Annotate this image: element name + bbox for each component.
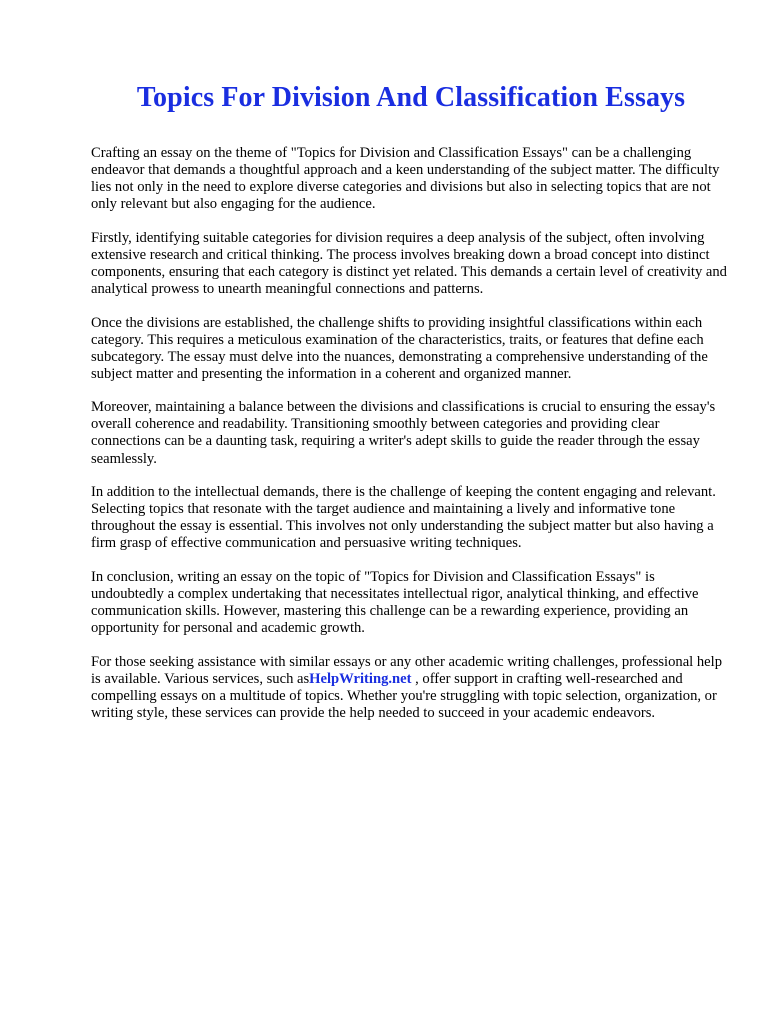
assistance-text-after: , offer support in crafting well-researched and compelling essays on a multitude of topics. Whether you're struggling with topic selection, organization, or writing style, these services can provide the help needed to succeed in your academic endeavors. xyxy=(91,670,717,721)
helpwriting-link[interactable]: HelpWriting.net xyxy=(309,670,412,687)
paragraph-intro: Crafting an essay on the theme of "Topics for Division and Classification Essays" can be a challenging endeavor that demands a thoughtful approach and a keen understanding of the subject matter. The difficulty lies not only in the need to explore diverse categories and divisions but also in selecting topics that are not only relevant but also engaging for the audience. xyxy=(91,145,720,213)
document-body xyxy=(91,145,727,738)
paragraph-intellectual: In addition to the intellectual demands, there is the challenge of keeping the content engaging and relevant. Selecting topics that resonate with the target audience and maintaining a lively and informative tone throughout the essay is essential. This involves not only understanding the subject matter but also having a firm grasp of effective communication and persuasive writing techniques. xyxy=(91,484,716,552)
paragraph-moreover: Moreover, maintaining a balance between the divisions and classifications is crucial to ensuring the essay's overall coherence and readability. Transitioning smoothly between categories and providing clear connections can be a daunting task, requiring a writer's adept skills to guide the reader through the essay seamlessly. xyxy=(91,399,716,467)
paragraph-assistance xyxy=(91,654,727,722)
paragraph-conclusion: In conclusion, writing an essay on the topic of "Topics for Division and Classification Essays" is undoubtedly a complex undertaking that necessitates intellectual rigor, analytical thinking, and effective communication skills. However, mastering this challenge can be a rewarding experience, providing an opportunity for personal and academic growth. xyxy=(91,568,699,637)
assistance-text-before: For those seeking assistance with similar essays or any other academic writing challenges, professional help is available. Various services, such as xyxy=(91,653,723,687)
page-title: Topics For Division And Classification Essays xyxy=(136,82,686,113)
paragraph-firstly: Firstly, identifying suitable categories for division requires a deep analysis of the subject, often involving extensive research and critical thinking. The process involves breaking down a broad concept into distinct components, ensuring that each category is distinct yet related. This demands a certain level of creativity and analytical prowess to unearth meaningful connections and patterns. xyxy=(91,229,727,298)
paragraph-divisions: Once the divisions are established, the challenge shifts to providing insightful classifications within each category. This requires a meticulous examination of the characteristics, traits, or features that define each subcategory. The essay must delve into the nuances, demonstrating a comprehensive understanding of the subject matter and presenting the information in a coherent and organized manner. xyxy=(91,314,708,382)
